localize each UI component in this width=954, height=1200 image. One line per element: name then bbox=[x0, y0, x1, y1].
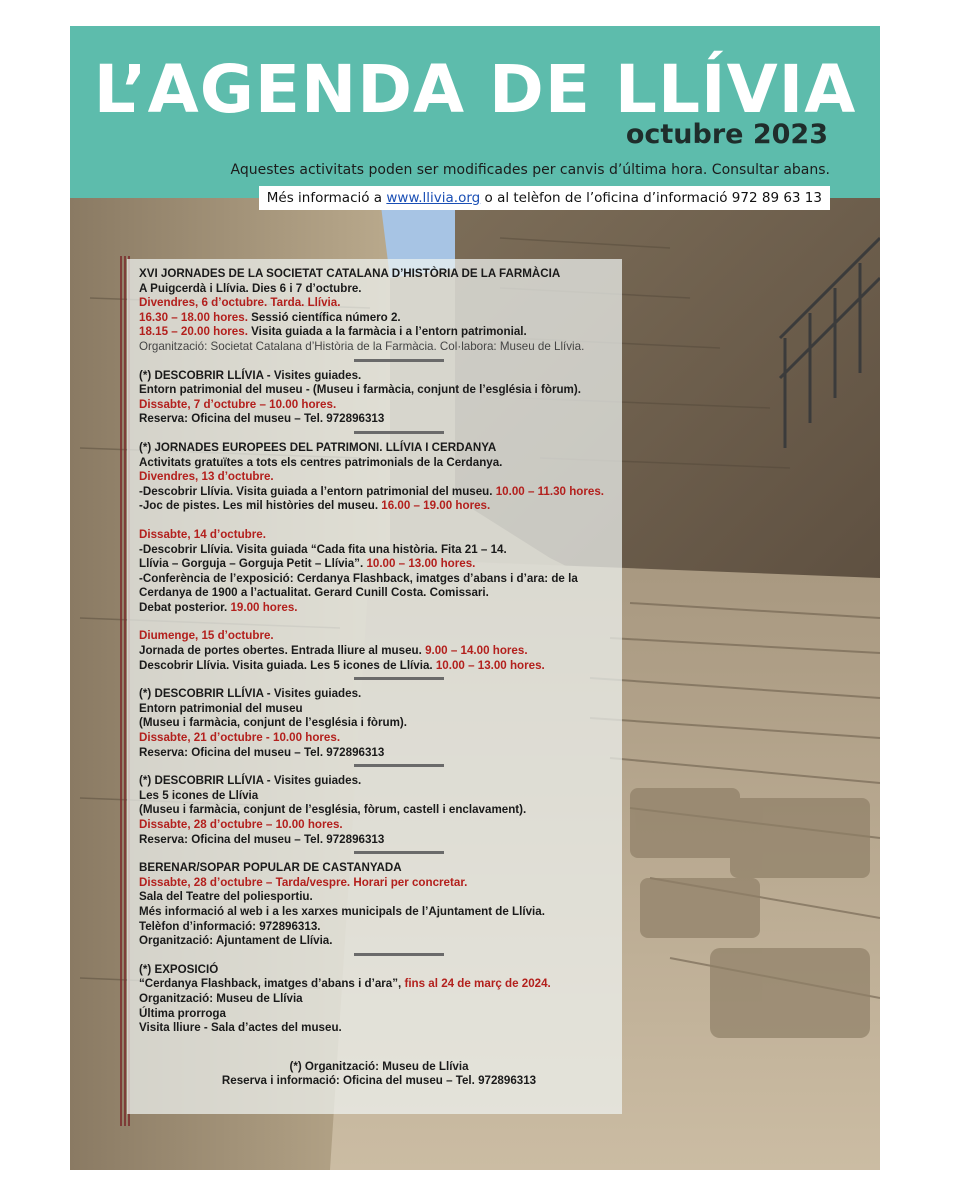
event-6-title: BERENAR/SOPAR POPULAR DE CASTANYADA bbox=[139, 861, 402, 875]
info-bar bbox=[259, 186, 830, 210]
separator bbox=[139, 851, 619, 855]
event-5-desc-2: (Museu i farmàcia, conjunt de l’església, fòrum, castell i enclavament). bbox=[139, 803, 527, 817]
event-1-desc-1: Sessió científica número 2. bbox=[247, 310, 401, 324]
event-3-conference: -Conferència de l’exposició: Cerdanya Flashback, imatges d’abans i d’ara: de la bbox=[139, 571, 578, 585]
event-6-more-info: Més informació al web i a les xarxes municipals de l’Ajuntament de Llívia. bbox=[139, 904, 545, 918]
event-5-desc: Les 5 icones de Llívia bbox=[139, 788, 259, 802]
separator bbox=[139, 953, 619, 957]
event-3-activity-3: -Descobrir Llívia. Visita guiada “Cada fita una història. Fita 21 – 14. bbox=[139, 542, 507, 556]
event-1-time-1: 16.30 – 18.00 hores. bbox=[139, 310, 248, 324]
event-3-route-time: 10.00 – 13.00 hores. bbox=[366, 557, 476, 571]
event-3-icons-tour-time: 10.00 – 13.00 hores. bbox=[435, 658, 545, 672]
event-6-venue: Sala del Teatre del poliesportiu. bbox=[139, 890, 313, 904]
poster-month: octubre 2023 bbox=[625, 119, 828, 150]
event-3-open-day-text: Jornada de portes obertes. Entrada lliure al museu. bbox=[139, 644, 426, 658]
event-3-activity-2-time: 16.00 – 19.00 hores. bbox=[381, 499, 491, 513]
event-6-organizer: Organització: Ajuntament de Llívia. bbox=[139, 934, 333, 948]
event-3-date-2: Dissabte, 14 d’octubre. bbox=[139, 527, 266, 541]
poster-title: L’AGENDA DE LLÍVIA bbox=[93, 51, 857, 128]
event-3-icons-tour bbox=[139, 659, 619, 674]
event-6-date: Dissabte, 28 d’octubre – Tarda/vespre. Horari per concretar. bbox=[139, 875, 468, 889]
event-3-activity-3-route bbox=[139, 557, 619, 572]
event-3-icons-tour-text: Descobrir Llívia. Visita guiada. Les 5 icones de Llívia. bbox=[139, 658, 436, 672]
event-3-activity-2 bbox=[139, 499, 619, 514]
event-3-debate-text: Debat posterior. bbox=[139, 600, 231, 614]
event-3-date-1: Divendres, 13 d’octubre. bbox=[139, 470, 274, 484]
event-5-title: (*) DESCOBRIR LLÍVIA - Visites guiades. bbox=[139, 774, 362, 788]
event-5-date: Dissabte, 28 d’octubre – 10.00 hores. bbox=[139, 818, 343, 831]
change-notice: Aquestes activitats poden ser modificades per canvis d’última hora. Consultar abans. bbox=[230, 162, 830, 178]
event-1-session bbox=[139, 311, 619, 326]
separator bbox=[139, 677, 619, 681]
event-3-open-day bbox=[139, 644, 619, 659]
event-3-route-text: Llívia – Gorguja – Gorguja Petit – Llívia”. bbox=[139, 557, 367, 571]
separator bbox=[139, 764, 619, 768]
event-3-debate bbox=[139, 601, 619, 616]
poster bbox=[70, 26, 880, 1170]
event-1-time-2: 18.15 – 20.00 hores. bbox=[139, 325, 248, 339]
event-2-date: Dissabte, 7 d’octubre – 10.00 hores. bbox=[139, 397, 337, 411]
event-3-date-3: Diumenge, 15 d’octubre. bbox=[139, 629, 274, 643]
event-7-organizer: Organització: Museu de Llívia bbox=[139, 991, 303, 1005]
event-4-desc-2: (Museu i farmàcia, conjunt de l’església i fòrum). bbox=[139, 716, 408, 730]
event-3-desc: Activitats gratuïtes a tots els centres patrimonials de la Cerdanya. bbox=[139, 455, 503, 469]
event-4-desc: Entorn patrimonial del museu bbox=[139, 701, 303, 715]
event-7-visit: Visita lliure - Sala d’actes del museu. bbox=[139, 1021, 342, 1035]
event-3-activity-1-text: -Descobrir Llívia. Visita guiada a l’entorn patrimonial del museu. bbox=[139, 484, 496, 498]
event-3-debate-time: 19.00 hores. bbox=[230, 600, 298, 614]
event-3-activity-2-text: -Joc de pistes. Les mil històries del museu. bbox=[139, 499, 382, 513]
event-4-booking: Reserva: Oficina del museu – Tel. 972896313 bbox=[139, 745, 385, 759]
event-1-organizer: Organització: Societat Catalana d’Història de la Farmàcia. Col·labora: Museu de Llívia. bbox=[139, 339, 585, 353]
event-7-exhibition bbox=[139, 977, 619, 992]
event-5-booking: Reserva: Oficina del museu – Tel. 972896313 bbox=[139, 832, 385, 846]
event-3-open-day-time: 9.00 – 14.00 hores. bbox=[425, 644, 528, 658]
event-6-phone: Telèfon d’informació: 972896313. bbox=[139, 919, 321, 933]
footer-organizer: (*) Organització: Museu de Llívia bbox=[289, 1059, 469, 1073]
event-1-desc-2: Visita guiada a la farmàcia i a l’entorn patrimonial. bbox=[247, 325, 527, 339]
event-1-date: Divendres, 6 d’octubre. Tarda. Llívia. bbox=[139, 296, 341, 310]
footer-booking: Reserva i informació: Oficina del museu – Tel. 972896313 bbox=[221, 1074, 537, 1088]
event-3-activity-1-time: 10.00 – 11.30 hores. bbox=[495, 484, 605, 498]
event-2-booking: Reserva: Oficina del museu – Tel. 972896313 bbox=[139, 412, 385, 426]
event-3-title: (*) JORNADES EUROPEES DEL PATRIMONI. LLÍVIA I CERDANYA bbox=[139, 440, 497, 454]
event-2-title: (*) DESCOBRIR LLÍVIA - Visites guiades. bbox=[139, 368, 362, 382]
agenda-content bbox=[139, 267, 619, 1089]
event-1-title: XVI JORNADES DE LA SOCIETAT CATALANA D’HISTÒRIA DE LA FARMÀCIA bbox=[139, 267, 561, 280]
event-4-date: Dissabte, 21 d’octubre - 10.00 hores. bbox=[139, 731, 341, 745]
event-1-place: A Puigcerdà i Llívia. Dies 6 i 7 d’octubre. bbox=[139, 281, 362, 295]
event-7-exhibition-dates: fins al 24 de març de 2024. bbox=[404, 977, 551, 991]
separator bbox=[139, 359, 619, 363]
event-3-conference-2: Cerdanya de 1900 a l’actualitat. Gerard Cunill Costa. Comissari. bbox=[139, 586, 489, 600]
event-7-exhibition-name: “Cerdanya Flashback, imatges d’abans i d’ara”, bbox=[139, 977, 405, 991]
event-7-title: (*) EXPOSICIÓ bbox=[139, 962, 219, 976]
header-banner bbox=[70, 26, 880, 198]
website-link[interactable]: www.llivia.org bbox=[386, 190, 481, 206]
info-prefix: Més informació a bbox=[266, 190, 387, 206]
event-7-extension: Última prorroga bbox=[139, 1006, 226, 1020]
event-3-activity-1 bbox=[139, 485, 619, 500]
event-2-desc: Entorn patrimonial del museu - (Museu i farmàcia, conjunt de l’església i fòrum). bbox=[139, 383, 581, 397]
info-suffix: o al telèfon de l’oficina d’informació 972 89 63 13 bbox=[480, 190, 822, 206]
event-4-title: (*) DESCOBRIR LLÍVIA - Visites guiades. bbox=[139, 687, 362, 701]
event-1-visit bbox=[139, 325, 619, 340]
separator bbox=[139, 431, 619, 435]
footer-notes bbox=[139, 1060, 619, 1089]
